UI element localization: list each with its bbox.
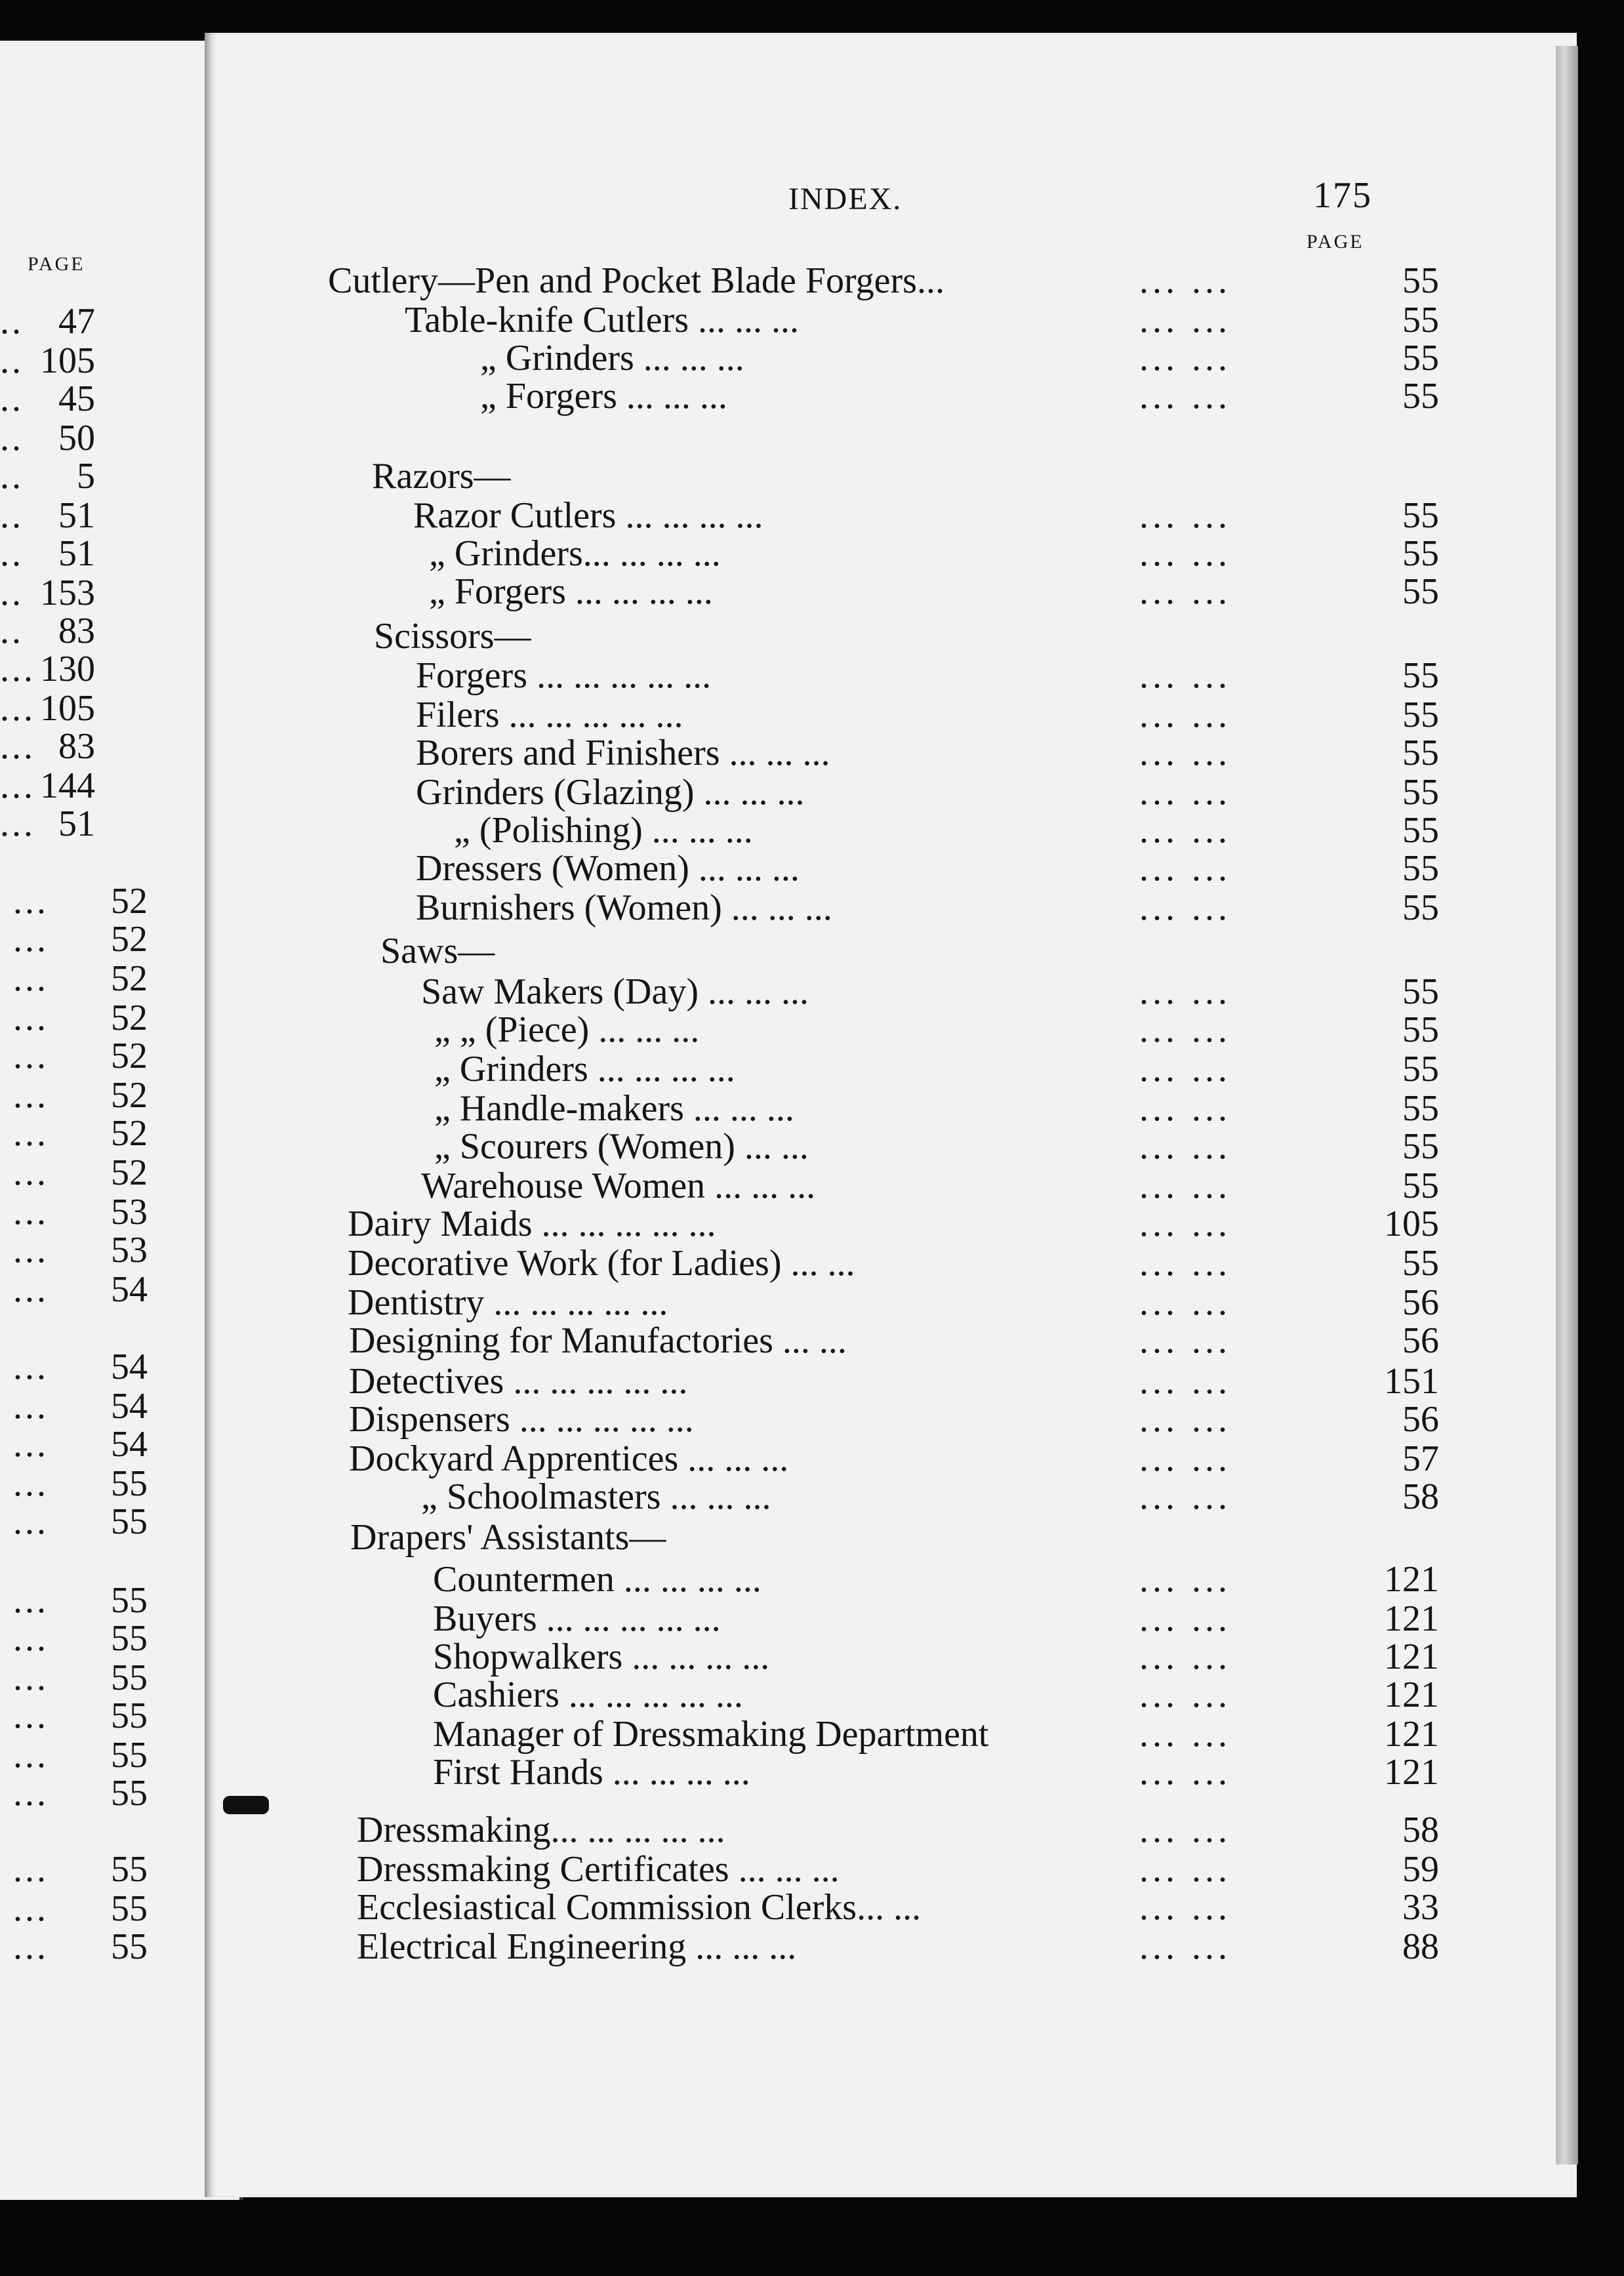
left-leader-dots: ... (13, 1269, 49, 1310)
left-page-number: 52 (111, 1152, 148, 1193)
entry-page-number: 55 (1402, 533, 1439, 574)
entry-leader-dots: ... ... (1139, 1849, 1231, 1890)
left-page-number: 55 (111, 1657, 148, 1698)
left-leader-dots: .. (0, 340, 24, 381)
left-index-row (13, 1076, 161, 1115)
entry-leader-dots: ... ... (1139, 1810, 1231, 1850)
left-leader-dots: ... (13, 1849, 49, 1890)
page-number: 175 (1313, 175, 1372, 216)
left-leader-dots: .. (0, 533, 24, 574)
index-entry (205, 1637, 1577, 1677)
entry-leader-dots: ... ... (1139, 1320, 1231, 1361)
entry-page-number: 55 (1402, 1009, 1439, 1050)
left-leader-dots: ... (0, 726, 35, 767)
entry-label: Burnishers (Women) ... ... ... (416, 887, 832, 928)
index-entry (205, 1850, 1577, 1889)
left-index-row (13, 1036, 161, 1076)
left-index-row (13, 1619, 161, 1658)
left-index-row (13, 920, 161, 959)
left-index-row (13, 882, 161, 921)
entry-page-number: 55 (1402, 300, 1439, 340)
entry-label: Borers and Finishers ... ... ... (416, 733, 830, 773)
entry-leader-dots: ... ... (1139, 733, 1231, 773)
left-page-number: 51 (58, 533, 95, 574)
entry-label: „ Schoolmasters ... ... ... (421, 1476, 771, 1517)
entry-leader-dots: ... ... (1139, 971, 1231, 1012)
left-leader-dots: ... (13, 1152, 49, 1193)
left-page-number: 105 (40, 340, 95, 381)
left-page-number: 105 (40, 688, 95, 729)
entry-label: „ Grinders ... ... ... ... (434, 1049, 735, 1089)
entry-leader-dots: ... ... (1139, 300, 1231, 340)
index-entry (205, 656, 1577, 695)
left-index-row (13, 959, 161, 998)
entry-label: Table-knife Cutlers ... ... ... (405, 300, 800, 340)
index-entry (205, 811, 1577, 850)
left-index-row (0, 689, 148, 728)
left-page-number: 53 (111, 1230, 148, 1270)
entry-label: Ecclesiastical Commission Clerks... ... (357, 1887, 922, 1928)
left-index-row (0, 341, 148, 380)
entry-page-number: 55 (1402, 695, 1439, 735)
entry-page-number: 56 (1402, 1320, 1439, 1361)
entry-leader-dots: ... ... (1139, 1476, 1231, 1517)
entry-page-number: 55 (1402, 733, 1439, 773)
entry-leader-dots: ... ... (1139, 260, 1231, 301)
left-leader-dots: ... (13, 1501, 49, 1542)
right-page (205, 33, 1577, 2197)
entry-leader-dots: ... ... (1139, 810, 1231, 851)
entry-label: Dispensers ... ... ... ... ... (349, 1399, 694, 1440)
left-index-row (13, 998, 161, 1038)
left-index-row (0, 534, 148, 573)
left-leader-dots: ... (0, 765, 35, 806)
entry-label: Grinders (Glazing) ... ... ... (416, 772, 805, 813)
left-page-number: 52 (111, 881, 148, 922)
left-leader-dots: ... (13, 1735, 49, 1776)
left-page-number: 53 (111, 1192, 148, 1232)
entry-page-number: 55 (1402, 1049, 1439, 1089)
left-index-row (13, 1658, 161, 1697)
left-index-row (0, 649, 148, 689)
entry-label: Decorative Work (for Ladies) ... ... (348, 1243, 855, 1284)
entry-leader-dots: ... ... (1139, 1126, 1231, 1167)
left-leader-dots: .. (0, 573, 24, 613)
entry-page-number: 55 (1402, 655, 1439, 696)
entry-page-number: 55 (1402, 848, 1439, 889)
left-index-row (13, 1850, 161, 1889)
index-entry (205, 1244, 1577, 1283)
left-page-number: 54 (111, 1424, 148, 1465)
left-index-row (13, 1696, 161, 1736)
index-entry (205, 1753, 1577, 1792)
left-page-number: 55 (111, 1501, 148, 1542)
left-page-number: 153 (40, 573, 95, 613)
left-page-number: 54 (111, 1269, 148, 1310)
left-leader-dots: ... (13, 881, 49, 922)
index-entry (205, 1927, 1577, 1966)
entry-label: „ Handle-makers ... ... ... (434, 1088, 794, 1129)
left-page-number: 130 (40, 649, 95, 689)
left-page-number: 55 (111, 1735, 148, 1776)
left-index-row (13, 1581, 161, 1620)
left-page-number: 83 (58, 726, 95, 767)
entry-page-number: 55 (1402, 260, 1439, 301)
entry-page-number: 55 (1402, 376, 1439, 417)
left-index-row (13, 1502, 161, 1541)
entry-page-number: 121 (1384, 1598, 1439, 1639)
entry-page-number: 121 (1384, 1559, 1439, 1600)
entry-leader-dots: ... ... (1139, 571, 1231, 612)
entry-label: Buyers ... ... ... ... ... (433, 1598, 721, 1639)
index-entry (205, 1204, 1577, 1244)
entry-leader-dots: ... ... (1139, 495, 1231, 536)
entry-page-number: 121 (1384, 1714, 1439, 1755)
index-entry (205, 617, 1577, 656)
left-index-row (0, 804, 148, 843)
left-page-number: 83 (58, 611, 95, 651)
entry-label: Scissors— (374, 616, 531, 657)
left-index-row (13, 1192, 161, 1232)
left-index-row (13, 1387, 161, 1426)
left-page-number: 54 (111, 1347, 148, 1387)
left-index-row (13, 1114, 161, 1153)
entry-label: Warehouse Women ... ... ... (421, 1166, 816, 1206)
left-leader-dots: ... (13, 1075, 49, 1116)
entry-leader-dots: ... ... (1139, 376, 1231, 417)
entry-page-number: 105 (1384, 1204, 1439, 1244)
left-leader-dots: ... (13, 919, 49, 960)
entry-label: Saws— (380, 931, 495, 971)
left-page-number: 55 (111, 1926, 148, 1967)
index-entry (205, 931, 1577, 971)
left-page-number: 5 (77, 456, 95, 497)
entry-leader-dots: ... ... (1139, 338, 1231, 378)
entry-label: Dressmaking Certificates ... ... ... (357, 1849, 840, 1890)
left-page-number: 55 (111, 1463, 148, 1504)
left-index-row (0, 766, 148, 805)
left-leader-dots: ... (0, 803, 35, 844)
index-entry (205, 1049, 1577, 1089)
left-index-row (0, 573, 148, 613)
entry-leader-dots: ... ... (1139, 533, 1231, 574)
index-entry (205, 1888, 1577, 1927)
entry-leader-dots: ... ... (1139, 1714, 1231, 1755)
entry-page-number: 33 (1402, 1887, 1439, 1928)
left-page-number: 55 (111, 1696, 148, 1736)
entry-label: Dressmaking... ... ... ... ... (357, 1810, 725, 1850)
left-leader-dots: ... (0, 688, 35, 729)
left-index-row (0, 457, 148, 496)
entry-label: Razors— (372, 456, 511, 497)
entry-page-number: 55 (1402, 1088, 1439, 1129)
left-page-number: 55 (111, 1773, 148, 1814)
left-page-number: 51 (58, 803, 95, 844)
index-entry (205, 1518, 1577, 1557)
left-leader-dots: .. (0, 378, 24, 419)
left-leader-dots: ... (0, 649, 35, 689)
left-index-row (13, 1927, 161, 1966)
left-leader-dots: .. (0, 456, 24, 497)
left-page-number: 54 (111, 1386, 148, 1427)
entry-page-number: 55 (1402, 571, 1439, 612)
entry-page-number: 55 (1402, 338, 1439, 378)
entry-leader-dots: ... ... (1139, 772, 1231, 813)
entry-label: First Hands ... ... ... ... (433, 1752, 750, 1793)
entry-page-number: 56 (1402, 1399, 1439, 1440)
entry-label: Forgers ... ... ... ... ... (416, 655, 712, 696)
entry-label: Cutlery—Pen and Pocket Blade Forgers... (328, 260, 944, 301)
binding-thread (223, 1796, 269, 1814)
left-page-number: 55 (111, 1618, 148, 1659)
index-entry (205, 1599, 1577, 1638)
index-entry (205, 1010, 1577, 1049)
left-leader-dots: .. (0, 418, 24, 458)
entry-label: Filers ... ... ... ... ... (416, 695, 683, 735)
index-entry (205, 1560, 1577, 1599)
left-leader-dots: ... (13, 998, 49, 1038)
left-leader-dots: ... (13, 1696, 49, 1736)
index-entry (205, 300, 1577, 340)
index-entry (205, 1321, 1577, 1360)
index-entry (205, 733, 1577, 773)
entry-label: Razor Cutlers ... ... ... ... (413, 495, 763, 536)
left-page-number: 52 (111, 998, 148, 1038)
index-entry (205, 376, 1577, 416)
left-index-row (13, 1425, 161, 1464)
entry-page-number: 121 (1384, 1675, 1439, 1715)
entry-page-number: 151 (1384, 1361, 1439, 1402)
left-page-number: 45 (58, 378, 95, 419)
entry-label: „ Grinders... ... ... ... (429, 533, 721, 574)
left-page-number: 52 (111, 1113, 148, 1154)
left-leader-dots: ... (13, 1580, 49, 1621)
left-leader-dots: ... (13, 1230, 49, 1270)
left-index-row (0, 611, 148, 651)
entry-leader-dots: ... ... (1139, 1752, 1231, 1793)
index-entry (205, 261, 1577, 300)
index-entry (205, 572, 1577, 611)
entry-label: „ Scourers (Women) ... ... (434, 1126, 809, 1167)
entry-leader-dots: ... ... (1139, 1361, 1231, 1402)
index-entry (205, 496, 1577, 535)
index-entry (205, 534, 1577, 573)
index-entry (205, 1400, 1577, 1439)
entry-page-number: 56 (1402, 1282, 1439, 1323)
index-entry (205, 849, 1577, 888)
left-page-number: 47 (58, 301, 95, 342)
left-leader-dots: ... (13, 1036, 49, 1076)
left-index-row (13, 1153, 161, 1192)
index-entry (205, 338, 1577, 378)
left-index-row (13, 1230, 161, 1270)
entry-leader-dots: ... ... (1139, 1438, 1231, 1479)
entry-page-number: 55 (1402, 495, 1439, 536)
entry-page-number: 58 (1402, 1810, 1439, 1850)
left-leader-dots: ... (13, 1463, 49, 1504)
left-page-number: 144 (40, 765, 95, 806)
left-page-number: 55 (111, 1580, 148, 1621)
left-index-row (0, 727, 148, 766)
entry-label: „ Grinders ... ... ... (480, 338, 744, 378)
entry-leader-dots: ... ... (1139, 1675, 1231, 1715)
entry-leader-dots: ... ... (1139, 1598, 1231, 1639)
index-entry (205, 457, 1577, 496)
left-index-row (13, 1464, 161, 1503)
entry-leader-dots: ... ... (1139, 655, 1231, 696)
entry-leader-dots: ... ... (1139, 1204, 1231, 1244)
entry-label: Shopwalkers ... ... ... ... (433, 1636, 770, 1677)
left-page-number: 52 (111, 1036, 148, 1076)
left-leader-dots: ... (13, 1773, 49, 1814)
entry-label: Designing for Manufactories ... ... (349, 1320, 847, 1361)
index-entry (205, 1166, 1577, 1206)
left-leader-dots: ... (13, 1113, 49, 1154)
left-page-number: 51 (58, 495, 95, 536)
index-entry (205, 1715, 1577, 1754)
left-leader-dots: ... (13, 1347, 49, 1387)
page-edge (1556, 46, 1578, 2164)
left-leader-dots: ... (13, 1618, 49, 1659)
left-index-row (0, 496, 148, 535)
entry-page-number: 121 (1384, 1636, 1439, 1677)
index-entry (205, 773, 1577, 812)
entry-leader-dots: ... ... (1139, 1636, 1231, 1677)
entry-label: Cashiers ... ... ... ... ... (433, 1675, 743, 1715)
entry-label: Manager of Dressmaking Department (433, 1714, 989, 1755)
left-page-number: 52 (111, 1075, 148, 1116)
entry-label: „ Forgers ... ... ... (480, 376, 727, 417)
left-index-row (13, 1270, 161, 1309)
left-index-row (0, 418, 148, 458)
entry-page-number: 55 (1402, 971, 1439, 1012)
entry-label: Countermen ... ... ... ... (433, 1559, 761, 1600)
left-index-row (0, 379, 148, 418)
entry-leader-dots: ... ... (1139, 695, 1231, 735)
index-entry (205, 1362, 1577, 1401)
column-label: PAGE (1307, 231, 1364, 253)
entry-label: Dockyard Apprentices ... ... ... (349, 1438, 789, 1479)
entry-leader-dots: ... ... (1139, 1399, 1231, 1440)
entry-label: Drapers' Assistants— (350, 1517, 666, 1558)
left-page-number: 55 (111, 1849, 148, 1890)
left-index-row (13, 1774, 161, 1813)
index-entry (205, 1283, 1577, 1322)
index-entry (205, 1675, 1577, 1715)
entry-label: Detectives ... ... ... ... ... (349, 1361, 688, 1402)
entry-label: „ „ (Piece) ... ... ... (434, 1009, 700, 1050)
entry-page-number: 57 (1402, 1438, 1439, 1479)
left-column-label: PAGE (28, 253, 85, 275)
entry-leader-dots: ... ... (1139, 887, 1231, 928)
left-index-row (0, 302, 148, 341)
left-page-number: 52 (111, 958, 148, 999)
entry-page-number: 121 (1384, 1752, 1439, 1793)
left-leader-dots: ... (13, 958, 49, 999)
left-leader-dots: ... (13, 1386, 49, 1427)
left-index-row (13, 1889, 161, 1928)
left-page-number: 52 (111, 919, 148, 960)
index-entry (205, 695, 1577, 735)
entry-label: Electrical Engineering ... ... ... (357, 1926, 797, 1967)
left-index-row (13, 1736, 161, 1775)
entry-leader-dots: ... ... (1139, 1887, 1231, 1928)
entry-label: Saw Makers (Day) ... ... ... (421, 971, 809, 1012)
entry-page-number: 55 (1402, 1166, 1439, 1206)
left-index-row (13, 1347, 161, 1387)
left-leader-dots: .. (0, 495, 24, 536)
entry-page-number: 55 (1402, 887, 1439, 928)
left-leader-dots: ... (13, 1424, 49, 1465)
entry-leader-dots: ... ... (1139, 1926, 1231, 1967)
entry-label: „ (Polishing) ... ... ... (454, 810, 753, 851)
entry-page-number: 55 (1402, 1243, 1439, 1284)
entry-page-number: 59 (1402, 1849, 1439, 1890)
index-entry (205, 1439, 1577, 1478)
left-page-number: 55 (111, 1888, 148, 1929)
index-entry (205, 1477, 1577, 1516)
entry-leader-dots: ... ... (1139, 1049, 1231, 1089)
entry-leader-dots: ... ... (1139, 1282, 1231, 1323)
entry-page-number: 58 (1402, 1476, 1439, 1517)
left-page-number: 50 (58, 418, 95, 458)
entry-label: „ Forgers ... ... ... ... (429, 571, 713, 612)
left-leader-dots: .. (0, 301, 24, 342)
index-entry (205, 1089, 1577, 1128)
running-title: INDEX. (788, 182, 903, 216)
entry-leader-dots: ... ... (1139, 1088, 1231, 1129)
entry-page-number: 88 (1402, 1926, 1439, 1967)
entry-leader-dots: ... ... (1139, 1009, 1231, 1050)
left-leader-dots: .. (0, 611, 24, 651)
entry-label: Dentistry ... ... ... ... ... (348, 1282, 668, 1323)
entry-page-number: 55 (1402, 1126, 1439, 1167)
entry-leader-dots: ... ... (1139, 1166, 1231, 1206)
index-entry (205, 888, 1577, 927)
left-leader-dots: ... (13, 1926, 49, 1967)
left-leader-dots: ... (13, 1192, 49, 1232)
left-leader-dots: ... (13, 1657, 49, 1698)
left-leader-dots: ... (13, 1888, 49, 1929)
entry-leader-dots: ... ... (1139, 1243, 1231, 1284)
entry-leader-dots: ... ... (1139, 848, 1231, 889)
index-entry (205, 1810, 1577, 1850)
entry-label: Dressers (Women) ... ... ... (416, 848, 800, 889)
index-entry (205, 972, 1577, 1011)
entry-page-number: 55 (1402, 772, 1439, 813)
entry-page-number: 55 (1402, 810, 1439, 851)
index-entry (205, 1127, 1577, 1166)
entry-leader-dots: ... ... (1139, 1559, 1231, 1600)
entry-label: Dairy Maids ... ... ... ... ... (348, 1204, 716, 1244)
